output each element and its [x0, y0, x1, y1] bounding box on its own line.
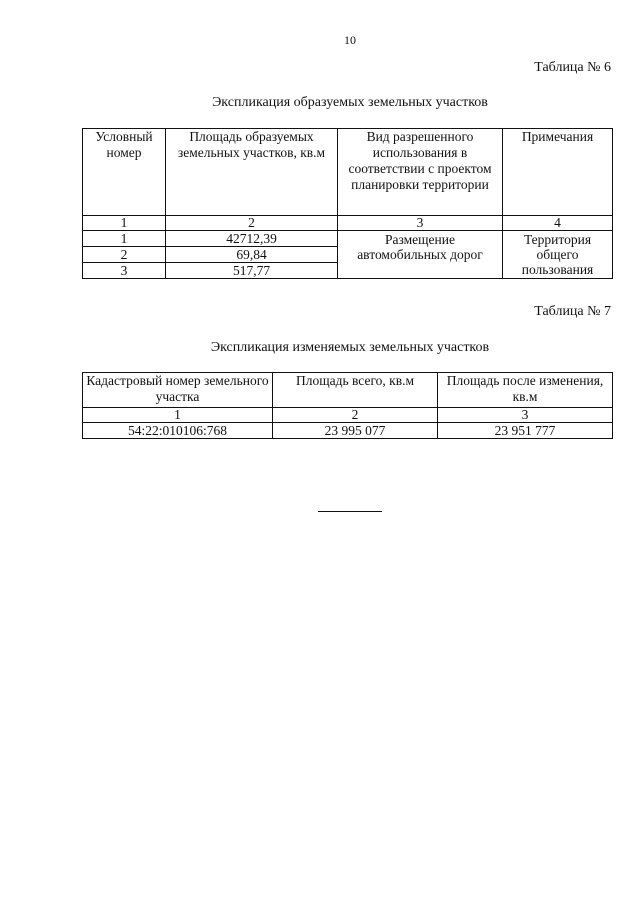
table7-cadastral: 54:22:010106:768: [83, 423, 273, 439]
table-row: [83, 231, 613, 247]
end-divider: [318, 511, 382, 512]
table7: [82, 372, 613, 439]
table7-header-area-after: Площадь после изменения, кв.м: [438, 373, 613, 408]
table6-header-number: Условный номер: [83, 129, 166, 216]
table7-colnum: 2: [273, 408, 438, 423]
table7-area-total: 23 995 077: [273, 423, 438, 439]
table7-area-after: 23 951 777: [438, 423, 613, 439]
table6-row-number: 3: [83, 263, 166, 279]
table6-row-area: 42712,39: [166, 231, 338, 247]
table6-label: Таблица № 6: [534, 60, 611, 75]
table6-row-area: 517,77: [166, 263, 338, 279]
table6-header-row: [83, 129, 613, 216]
table6-colnum: 4: [503, 216, 613, 231]
table6-row-area: 69,84: [166, 247, 338, 263]
table7-colnum: 1: [83, 408, 273, 423]
table7-colnum: 3: [438, 408, 613, 423]
table7-header-row: [83, 373, 613, 408]
table6-colnum: 3: [338, 216, 503, 231]
table6: [82, 128, 613, 279]
table7-header-cadastral: Кадастровый номер земельного участка: [83, 373, 273, 408]
page-number: 10: [344, 33, 356, 47]
table7-caption: Экспликация изменяемых земельных участков: [210, 340, 490, 355]
table7-label: Таблица № 7: [534, 304, 611, 319]
table6-column-numbers-row: [83, 216, 613, 231]
table6-row-number: 2: [83, 247, 166, 263]
table7-column-numbers-row: [83, 408, 613, 423]
table6-header-area: Площадь образуемых земельных участков, кв.м: [166, 129, 338, 216]
table7-header-area-total: Площадь всего, кв.м: [273, 373, 438, 408]
table6-caption: Экспликация образуемых земельных участков: [212, 95, 488, 110]
table6-header-usage: Вид разрешенного использования в соответствии с проектом планировки территории: [338, 129, 503, 216]
table6-colnum: 1: [83, 216, 166, 231]
table-row: [83, 423, 613, 439]
table6-row-number: 1: [83, 231, 166, 247]
table6-note: Территория общего пользования: [503, 231, 613, 279]
table6-usage: Размещение автомобильных дорог: [338, 231, 503, 279]
table6-colnum: 2: [166, 216, 338, 231]
table6-header-notes: Примечания: [503, 129, 613, 216]
